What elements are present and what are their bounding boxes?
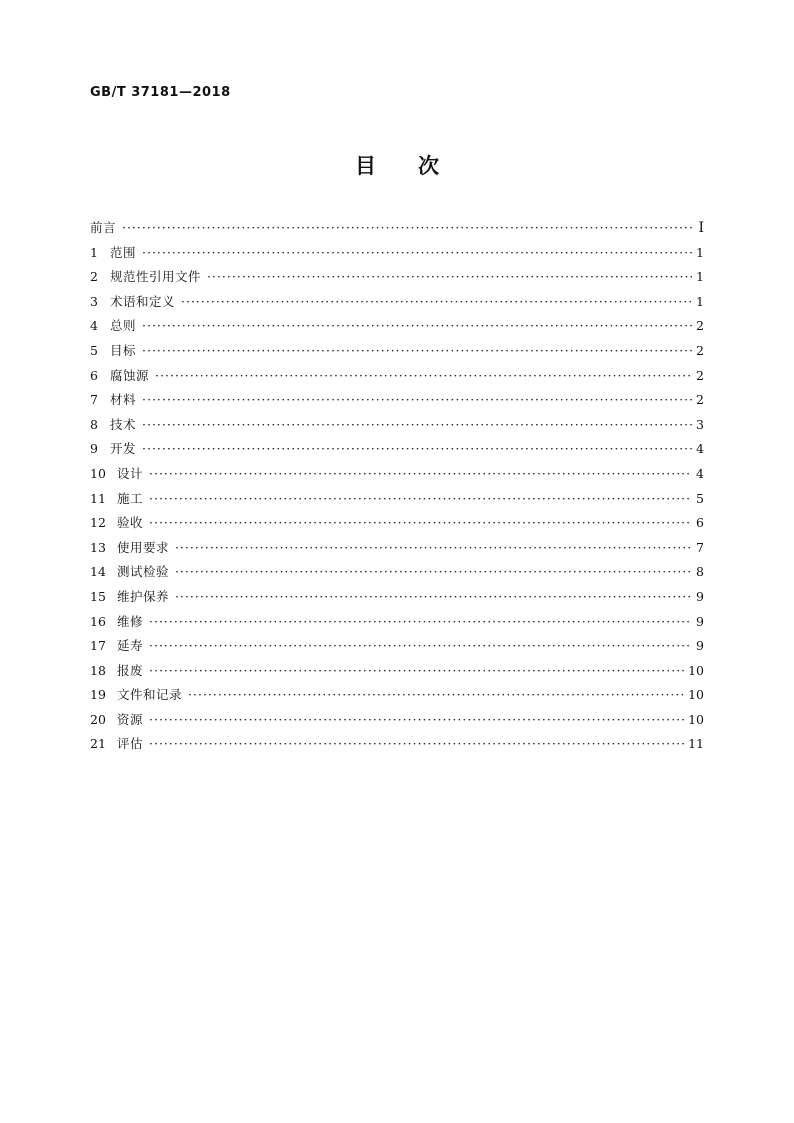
toc-dot-leader xyxy=(142,413,692,438)
toc-entry-number: 19 xyxy=(90,687,106,703)
standard-code: GB/T 37181—2018 xyxy=(90,85,231,100)
toc-page-number: 10 xyxy=(688,711,704,727)
toc-entry[interactable] xyxy=(90,634,704,659)
toc-page-number: 6 xyxy=(696,515,704,531)
toc-entry-number: 17 xyxy=(90,638,106,654)
toc-dot-leader xyxy=(149,708,684,733)
toc-entry-label: 延寿 xyxy=(117,638,144,654)
toc-page-number: 4 xyxy=(696,465,704,481)
toc-entry-number: 15 xyxy=(90,588,106,604)
toc-entry[interactable] xyxy=(90,683,704,708)
toc-dot-leader xyxy=(122,216,692,241)
toc-dot-leader xyxy=(181,290,692,315)
toc-dot-leader xyxy=(155,364,692,389)
toc-dot-leader xyxy=(188,683,684,708)
toc-entry[interactable] xyxy=(90,487,704,512)
toc-entry-number: 18 xyxy=(90,662,106,678)
toc-page-number: 3 xyxy=(696,416,704,432)
toc-page-number: 7 xyxy=(696,539,704,555)
toc-dot-leader xyxy=(149,659,684,684)
toc-entry-number: 3 xyxy=(90,293,98,309)
toc-entry[interactable] xyxy=(90,339,704,364)
toc-entry[interactable] xyxy=(90,265,704,290)
toc-dot-leader xyxy=(142,314,692,339)
toc-entry[interactable] xyxy=(90,314,704,339)
toc-page-number: 11 xyxy=(688,736,704,752)
toc-dot-leader xyxy=(149,487,692,512)
toc-entry-number: 9 xyxy=(90,441,98,457)
toc-dot-leader xyxy=(175,560,692,585)
toc-entry-label: 施工 xyxy=(117,490,144,506)
toc-page-number: 10 xyxy=(688,687,704,703)
toc-page-number: 5 xyxy=(696,490,704,506)
toc-entry-label: 验收 xyxy=(117,515,144,531)
toc-entry[interactable] xyxy=(90,610,704,635)
toc-dot-leader xyxy=(149,462,692,487)
toc-page-number: 10 xyxy=(688,662,704,678)
toc-entry-number: 21 xyxy=(90,736,106,752)
toc-entry[interactable] xyxy=(90,732,704,757)
toc-entry-label: 范围 xyxy=(110,244,137,260)
toc-dot-leader xyxy=(207,265,692,290)
toc-entry[interactable] xyxy=(90,560,704,585)
toc-entry[interactable] xyxy=(90,216,704,241)
toc-entry-label: 资源 xyxy=(117,711,144,727)
toc-entry[interactable] xyxy=(90,511,704,536)
toc-entry[interactable] xyxy=(90,659,704,684)
toc-page-number: 1 xyxy=(696,244,704,260)
toc-page-number: 9 xyxy=(696,638,704,654)
toc-entry-label: 维修 xyxy=(117,613,144,629)
toc-dot-leader xyxy=(149,732,684,757)
toc-entry-label: 技术 xyxy=(110,416,137,432)
toc-page-number: 2 xyxy=(696,318,704,334)
toc-page-number: 9 xyxy=(696,613,704,629)
toc-dot-leader xyxy=(142,241,692,266)
toc-entry[interactable] xyxy=(90,585,704,610)
toc-entry-label: 目标 xyxy=(110,342,137,358)
toc-entry-label: 设计 xyxy=(117,465,144,481)
toc-entry-number: 20 xyxy=(90,711,106,727)
toc-page-number: 2 xyxy=(696,367,704,383)
toc-entry[interactable] xyxy=(90,437,704,462)
toc-entry[interactable] xyxy=(90,413,704,438)
toc-page-number: 2 xyxy=(696,342,704,358)
toc-page-number: Ⅰ xyxy=(698,220,704,236)
toc-entry[interactable] xyxy=(90,388,704,413)
toc-entry-label: 术语和定义 xyxy=(110,293,176,309)
toc-entry-label: 维护保养 xyxy=(117,588,170,604)
toc-entry-label: 开发 xyxy=(110,441,137,457)
table-of-contents xyxy=(90,216,704,757)
toc-entry-number: 2 xyxy=(90,269,98,285)
toc-entry-number: 13 xyxy=(90,539,106,555)
toc-entry-number: 10 xyxy=(90,465,106,481)
toc-entry-number: 12 xyxy=(90,515,106,531)
toc-page-number: 2 xyxy=(696,392,704,408)
toc-entry-label: 腐蚀源 xyxy=(110,367,150,383)
toc-entry-number: 11 xyxy=(90,490,106,506)
toc-entry[interactable] xyxy=(90,708,704,733)
toc-entry-number: 14 xyxy=(90,564,106,580)
toc-entry[interactable] xyxy=(90,536,704,561)
toc-page-number: 1 xyxy=(696,293,704,309)
toc-dot-leader xyxy=(149,634,692,659)
toc-entry[interactable] xyxy=(90,290,704,315)
toc-page-number: 9 xyxy=(696,588,704,604)
toc-entry-label: 使用要求 xyxy=(117,539,170,555)
toc-dot-leader xyxy=(142,339,692,364)
toc-entry[interactable] xyxy=(90,241,704,266)
toc-entry-number: 16 xyxy=(90,613,106,629)
page-title xyxy=(0,150,794,180)
toc-entry-number: 8 xyxy=(90,416,98,432)
toc-entry-label: 文件和记录 xyxy=(117,687,183,703)
title-char-1: 目 xyxy=(355,154,376,178)
toc-entry-label: 规范性引用文件 xyxy=(110,269,202,285)
toc-entry-label: 总则 xyxy=(110,318,137,334)
toc-entry[interactable] xyxy=(90,462,704,487)
toc-dot-leader xyxy=(149,511,692,536)
toc-entry-label: 报废 xyxy=(117,662,144,678)
toc-entry[interactable] xyxy=(90,364,704,389)
toc-page-number: 8 xyxy=(696,564,704,580)
toc-page-number: 4 xyxy=(696,441,704,457)
toc-dot-leader xyxy=(142,437,692,462)
toc-dot-leader xyxy=(175,536,692,561)
toc-page-number: 1 xyxy=(696,269,704,285)
toc-entry-label: 材料 xyxy=(110,392,137,408)
toc-entry-label: 评估 xyxy=(117,736,144,752)
toc-entry-number: 7 xyxy=(90,392,98,408)
toc-entry-number: 5 xyxy=(90,342,98,358)
title-char-2: 次 xyxy=(418,154,439,178)
toc-dot-leader xyxy=(142,388,692,413)
toc-entry-label: 测试检验 xyxy=(117,564,170,580)
toc-entry-label: 前言 xyxy=(90,220,117,235)
toc-dot-leader xyxy=(175,585,692,610)
toc-entry-number: 4 xyxy=(90,318,98,334)
toc-dot-leader xyxy=(149,610,692,635)
toc-entry-number: 6 xyxy=(90,367,98,383)
toc-entry-number: 1 xyxy=(90,244,98,260)
